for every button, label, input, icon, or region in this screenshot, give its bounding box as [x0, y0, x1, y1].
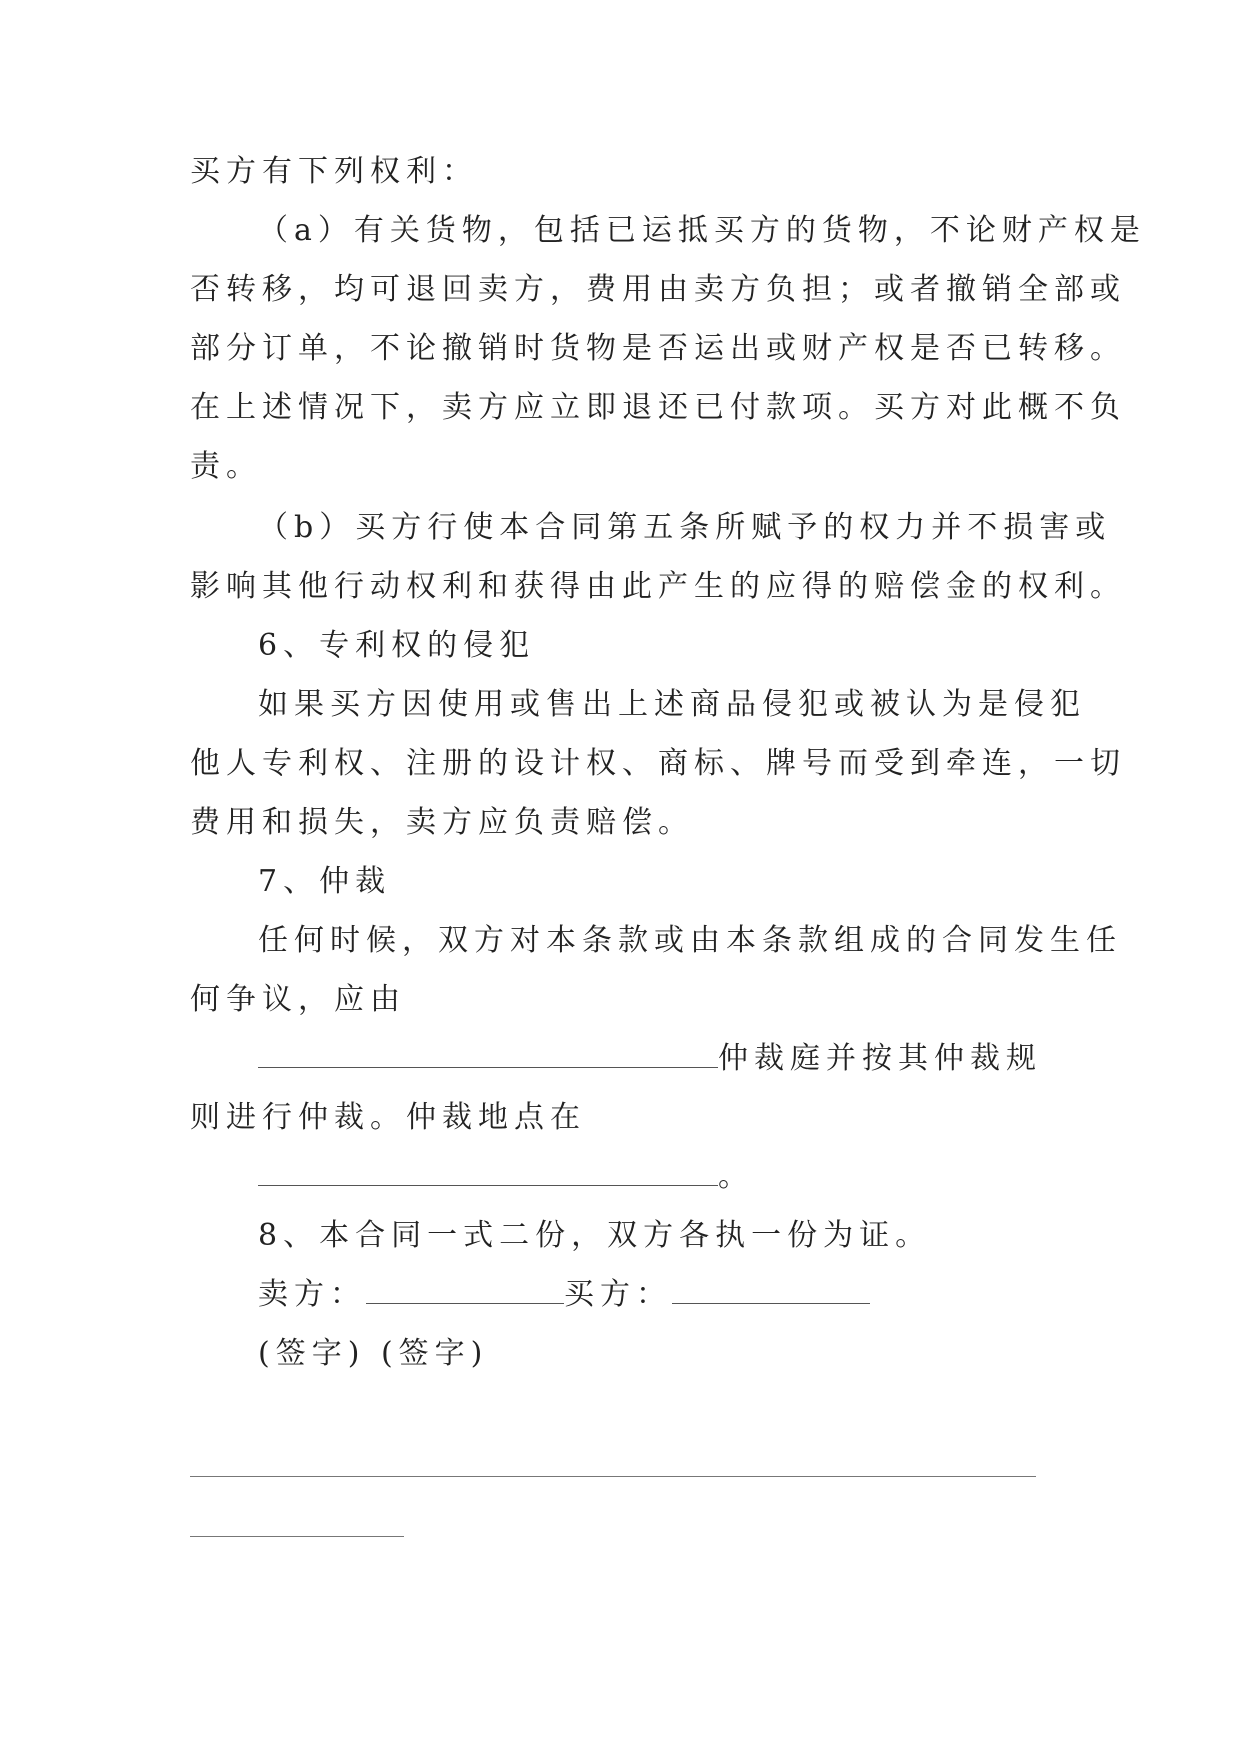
- arbitration-place-blank[interactable]: [258, 1159, 718, 1186]
- buyer-label: 买方：: [564, 1277, 672, 1312]
- arbitration-place-line: [258, 1157, 754, 1197]
- footer-rule-short: [190, 1536, 404, 1537]
- text-line: 买方有下列权利：: [190, 154, 478, 189]
- seller-signature-blank[interactable]: [366, 1277, 564, 1304]
- text-line: 否转移，均可退回卖方，费用由卖方负担；或者撤销全部或: [190, 272, 1126, 307]
- text-line: 任何时候，双方对本条款或由本条款组成的合同发生任: [258, 923, 1122, 958]
- arbitration-body-line: [258, 1039, 1042, 1079]
- seller-label: 卖方：: [258, 1277, 366, 1312]
- text-line: 如果买方因使用或售出上述商品侵犯或被认为是侵犯: [258, 687, 1086, 722]
- text-line: 8、本合同一式二份，双方各执一份为证。: [258, 1218, 932, 1253]
- text-fragment: 。: [718, 1159, 754, 1194]
- text-fragment: 仲裁庭并按其仲裁规: [718, 1041, 1042, 1076]
- text-line: （b）买方行使本合同第五条所赋予的权力并不损害或: [258, 510, 1112, 545]
- text-line: （a）有关货物，包括已运抵买方的货物，不论财产权是: [258, 213, 1146, 248]
- footer-rule: [190, 1476, 1036, 1477]
- text-line: 在上述情况下，卖方应立即退还已付款项。买方对此概不负: [190, 390, 1126, 425]
- section-heading: 6、专利权的侵犯: [258, 628, 536, 663]
- buyer-signature-blank[interactable]: [672, 1277, 870, 1304]
- text-line: 他人专利权、注册的设计权、商标、牌号而受到牵连，一切: [190, 746, 1126, 781]
- signature-line: [258, 1275, 870, 1315]
- section-heading: 7、仲裁: [258, 864, 392, 899]
- text-line: 责。: [190, 449, 262, 484]
- text-line: 部分订单，不论撤销时货物是否运出或财产权是否已转移。: [190, 331, 1126, 366]
- arbitration-body-blank[interactable]: [258, 1041, 718, 1068]
- text-line: 何争议，应由: [190, 982, 406, 1017]
- signature-caption: (签字) (签字): [258, 1336, 489, 1371]
- text-line: 则进行仲裁。仲裁地点在: [190, 1100, 586, 1135]
- text-line: 影响其他行动权利和获得由此产生的应得的赔偿金的权利。: [190, 569, 1126, 604]
- text-line: 费用和损失，卖方应负责赔偿。: [190, 805, 694, 840]
